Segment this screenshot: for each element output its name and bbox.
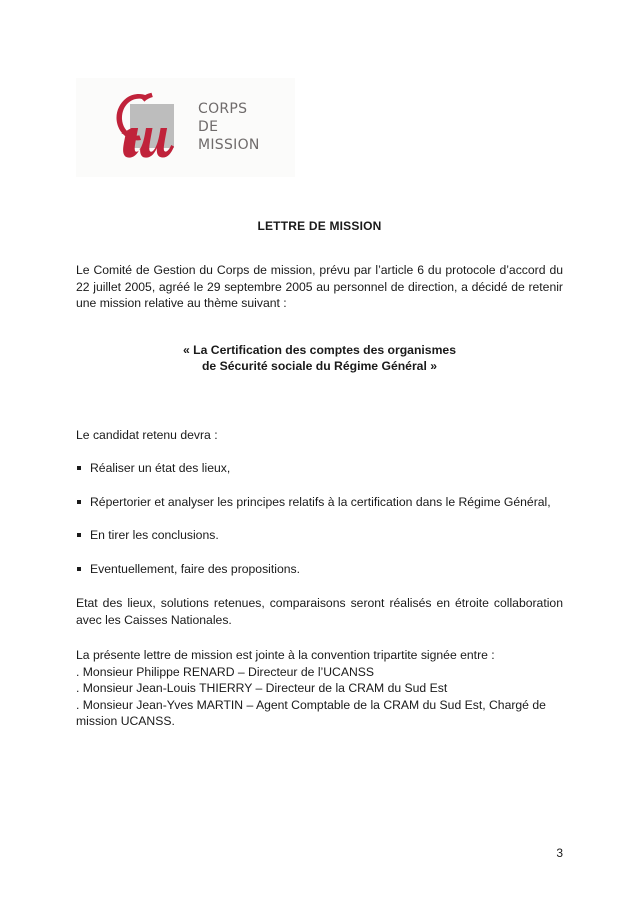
mission-theme: [76, 342, 563, 375]
closing-intro: La présente lettre de mission est jointe à la convention tripartite signée entre :: [76, 648, 495, 662]
square-bullet-icon: [77, 533, 81, 537]
list-item-label: En tirer les conclusions.: [90, 528, 219, 542]
list-item: [76, 561, 563, 578]
cm-monogram-icon: [106, 92, 190, 164]
corps-de-mission-logo: [76, 78, 295, 177]
list-item: [76, 527, 563, 544]
logo-inner: [106, 92, 282, 164]
collaboration-paragraph: Etat des lieux, solutions retenues, comparaisons seront réalisés en étroite collaboration avec les Caisses Nationales.: [76, 596, 563, 627]
square-bullet-icon: [77, 466, 81, 470]
signatory: . Monsieur Jean-Yves MARTIN – Agent Comptable de la CRAM du Sud Est, Chargé de mission UCANSS.: [76, 697, 546, 728]
logo-word-mission: MISSION: [198, 137, 260, 153]
square-bullet-icon: [77, 500, 81, 504]
logo-wordmark: [198, 100, 282, 154]
theme-line-1: « La Certification des comptes des organismes: [183, 342, 456, 357]
signatory: . Monsieur Jean-Louis THIERRY – Directeur de la CRAM du Sud Est: [76, 681, 448, 695]
logo-word-corps: CORPS: [198, 101, 248, 117]
list-item: [76, 460, 563, 477]
intro-paragraph: Le Comité de Gestion du Corps de mission, prévu par l’article 6 du protocole d’accord du 22 juillet 2005, agréé le 29 septembre 2005 au personnel de direction, a décidé de retenir une mission relative au thème suivant :: [76, 263, 563, 310]
logo-monogram-mark: [106, 92, 190, 164]
square-bullet-icon: [77, 567, 81, 571]
list-item-label: Réaliser un état des lieux,: [90, 461, 231, 475]
signatory: . Monsieur Philippe RENARD – Directeur de l’UCANSS: [76, 664, 375, 679]
document-body: [76, 262, 563, 730]
theme-line-2: de Sécurité sociale du Régime Général »: [201, 359, 438, 373]
lead-in-text: Le candidat retenu devra :: [76, 427, 218, 442]
list-item: [76, 494, 563, 511]
list-item-label: Eventuellement, faire des propositions.: [90, 561, 301, 576]
list-item-label: Répertorier et analyser les principes relatifs à la certification dans le Régime Général,: [90, 494, 551, 509]
closing-paragraph: [76, 647, 563, 730]
logo-word-de: DE: [198, 119, 219, 135]
page-title: LETTRE DE MISSION: [257, 219, 382, 233]
page-number: 3: [556, 846, 563, 860]
